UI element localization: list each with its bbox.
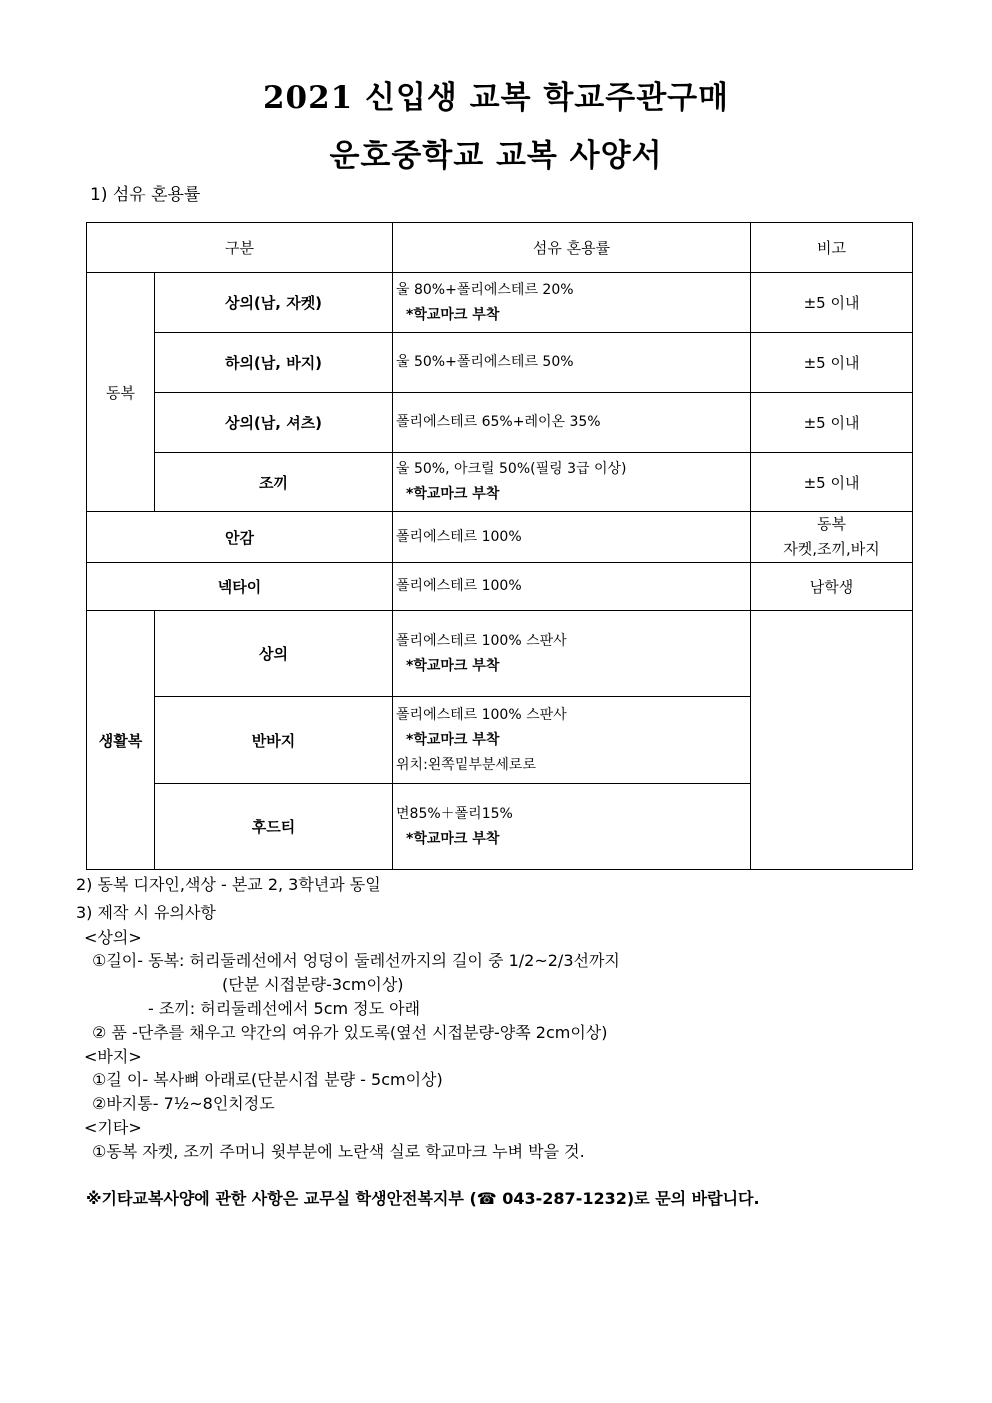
header-fiber: 섬유 혼용률 [393, 223, 751, 273]
group-winter: 동복 [87, 273, 155, 512]
notes-top-length-hem: (단분 시접분량-3cm이상) [222, 975, 404, 994]
item-cell: 후드티 [155, 784, 393, 870]
notes-pants-header: <바지> [84, 1047, 142, 1066]
group-casual: 생활복 [87, 611, 155, 870]
note-cell: 남학생 [751, 563, 913, 611]
notes-top-length: ①길이- 동복: 허리둘레선에서 엉덩이 둘레선까지의 길이 중 1/2~2/3선까지 [92, 951, 620, 970]
notes-etc-mark: ①동복 자켓, 조끼 주머니 윗부분에 노란색 실로 학교마크 누벼 박을 것. [92, 1142, 585, 1161]
fiber-text: 폴리에스테르 100% 스판사 [396, 632, 567, 649]
item-cell: 조끼 [155, 453, 393, 512]
note-cell: ±5 이내 [751, 333, 913, 393]
table-row [87, 611, 913, 697]
section-1-heading: 1) 섬유 혼용률 [90, 185, 201, 205]
item-cell: 상의(남, 자켓) [155, 273, 393, 333]
school-mark-text: *학교마크 부착 [406, 306, 500, 323]
table-row [87, 393, 913, 453]
table-row [87, 273, 913, 333]
item-cell: 하의(남, 바지) [155, 333, 393, 393]
table-row [87, 512, 913, 563]
fiber-cell: 폴리에스테르 100% [393, 512, 751, 563]
item-cell: 반바지 [155, 697, 393, 784]
table-row [87, 453, 913, 512]
header-category: 구분 [87, 223, 393, 273]
fiber-cell [393, 611, 751, 697]
fiber-cell: 폴리에스테르 65%+레이온 35% [393, 393, 751, 453]
section-3-heading: 3) 제작 시 유의사항 [76, 903, 216, 922]
school-mark-text: *학교마크 부착 [406, 486, 500, 502]
notes-pants-length: ①길 이- 복사뼈 아래로(단분시접 분량 - 5cm이상) [92, 1070, 443, 1089]
fiber-cell [393, 784, 751, 870]
fiber-text: 울 80%+폴리에스테르 20% [396, 281, 574, 298]
table-row [87, 563, 913, 611]
table-row [87, 333, 913, 393]
notes-etc-header: <기타> [84, 1118, 142, 1137]
notes-top-width: ② 품 -단추를 채우고 약간의 여유가 있도록(옆선 시접분량-양쪽 2cm이상) [92, 1023, 608, 1042]
note-line: 동복 [817, 515, 846, 533]
fiber-cell [393, 273, 751, 333]
fiber-cell [393, 697, 751, 784]
item-cell: 상의(남, 셔츠) [155, 393, 393, 453]
contact-notice: ※기타교복사양에 관한 사항은 교무실 학생안전복지부 (☎ 043-287-1232)로 문의 바랍니다. [86, 1189, 760, 1208]
item-cell: 상의 [155, 611, 393, 697]
page-title: 2021 신입생 교복 학교주관구매 [262, 80, 730, 116]
notes-pants-width: ②바지통- 7½~8인치정도 [92, 1094, 275, 1113]
note-line: 자켓,조끼,바지 [783, 540, 880, 558]
note-cell: ±5 이내 [751, 273, 913, 333]
note-cell-empty [751, 611, 913, 870]
item-cell-lining: 안감 [87, 512, 393, 563]
header-note: 비고 [751, 223, 913, 273]
notes-top-vest: - 조끼: 허리둘레선에서 5cm 정도 아래 [148, 999, 421, 1018]
note-cell: ±5 이내 [751, 393, 913, 453]
position-text: 위치:왼쪽밑부분세로로 [396, 756, 536, 773]
school-mark-text: *학교마크 부착 [406, 830, 500, 847]
table-header-row [87, 223, 913, 273]
notes-top-header: <상의> [84, 928, 142, 947]
fiber-text: 면85%＋폴리15% [396, 805, 513, 822]
item-cell-necktie: 넥타이 [87, 563, 393, 611]
fiber-cell: 폴리에스테르 100% [393, 563, 751, 611]
note-cell [751, 512, 913, 563]
fiber-spec-table [86, 222, 913, 870]
note-cell: ±5 이내 [751, 453, 913, 512]
section-2-heading: 2) 동복 디자인,색상 - 본교 2, 3학년과 동일 [76, 875, 381, 894]
page-subtitle: 운호중학교 교복 사양서 [329, 138, 663, 174]
fiber-cell [393, 453, 751, 512]
fiber-cell: 울 50%+폴리에스테르 50% [393, 333, 751, 393]
school-mark-text: *학교마크 부착 [406, 731, 500, 748]
fiber-text: 폴리에스테르 100% 스판사 [396, 706, 567, 723]
school-mark-text: *학교마크 부착 [406, 657, 500, 674]
fiber-text: 울 50%, 아크릴 50%(필링 3급 이상) [396, 461, 627, 477]
